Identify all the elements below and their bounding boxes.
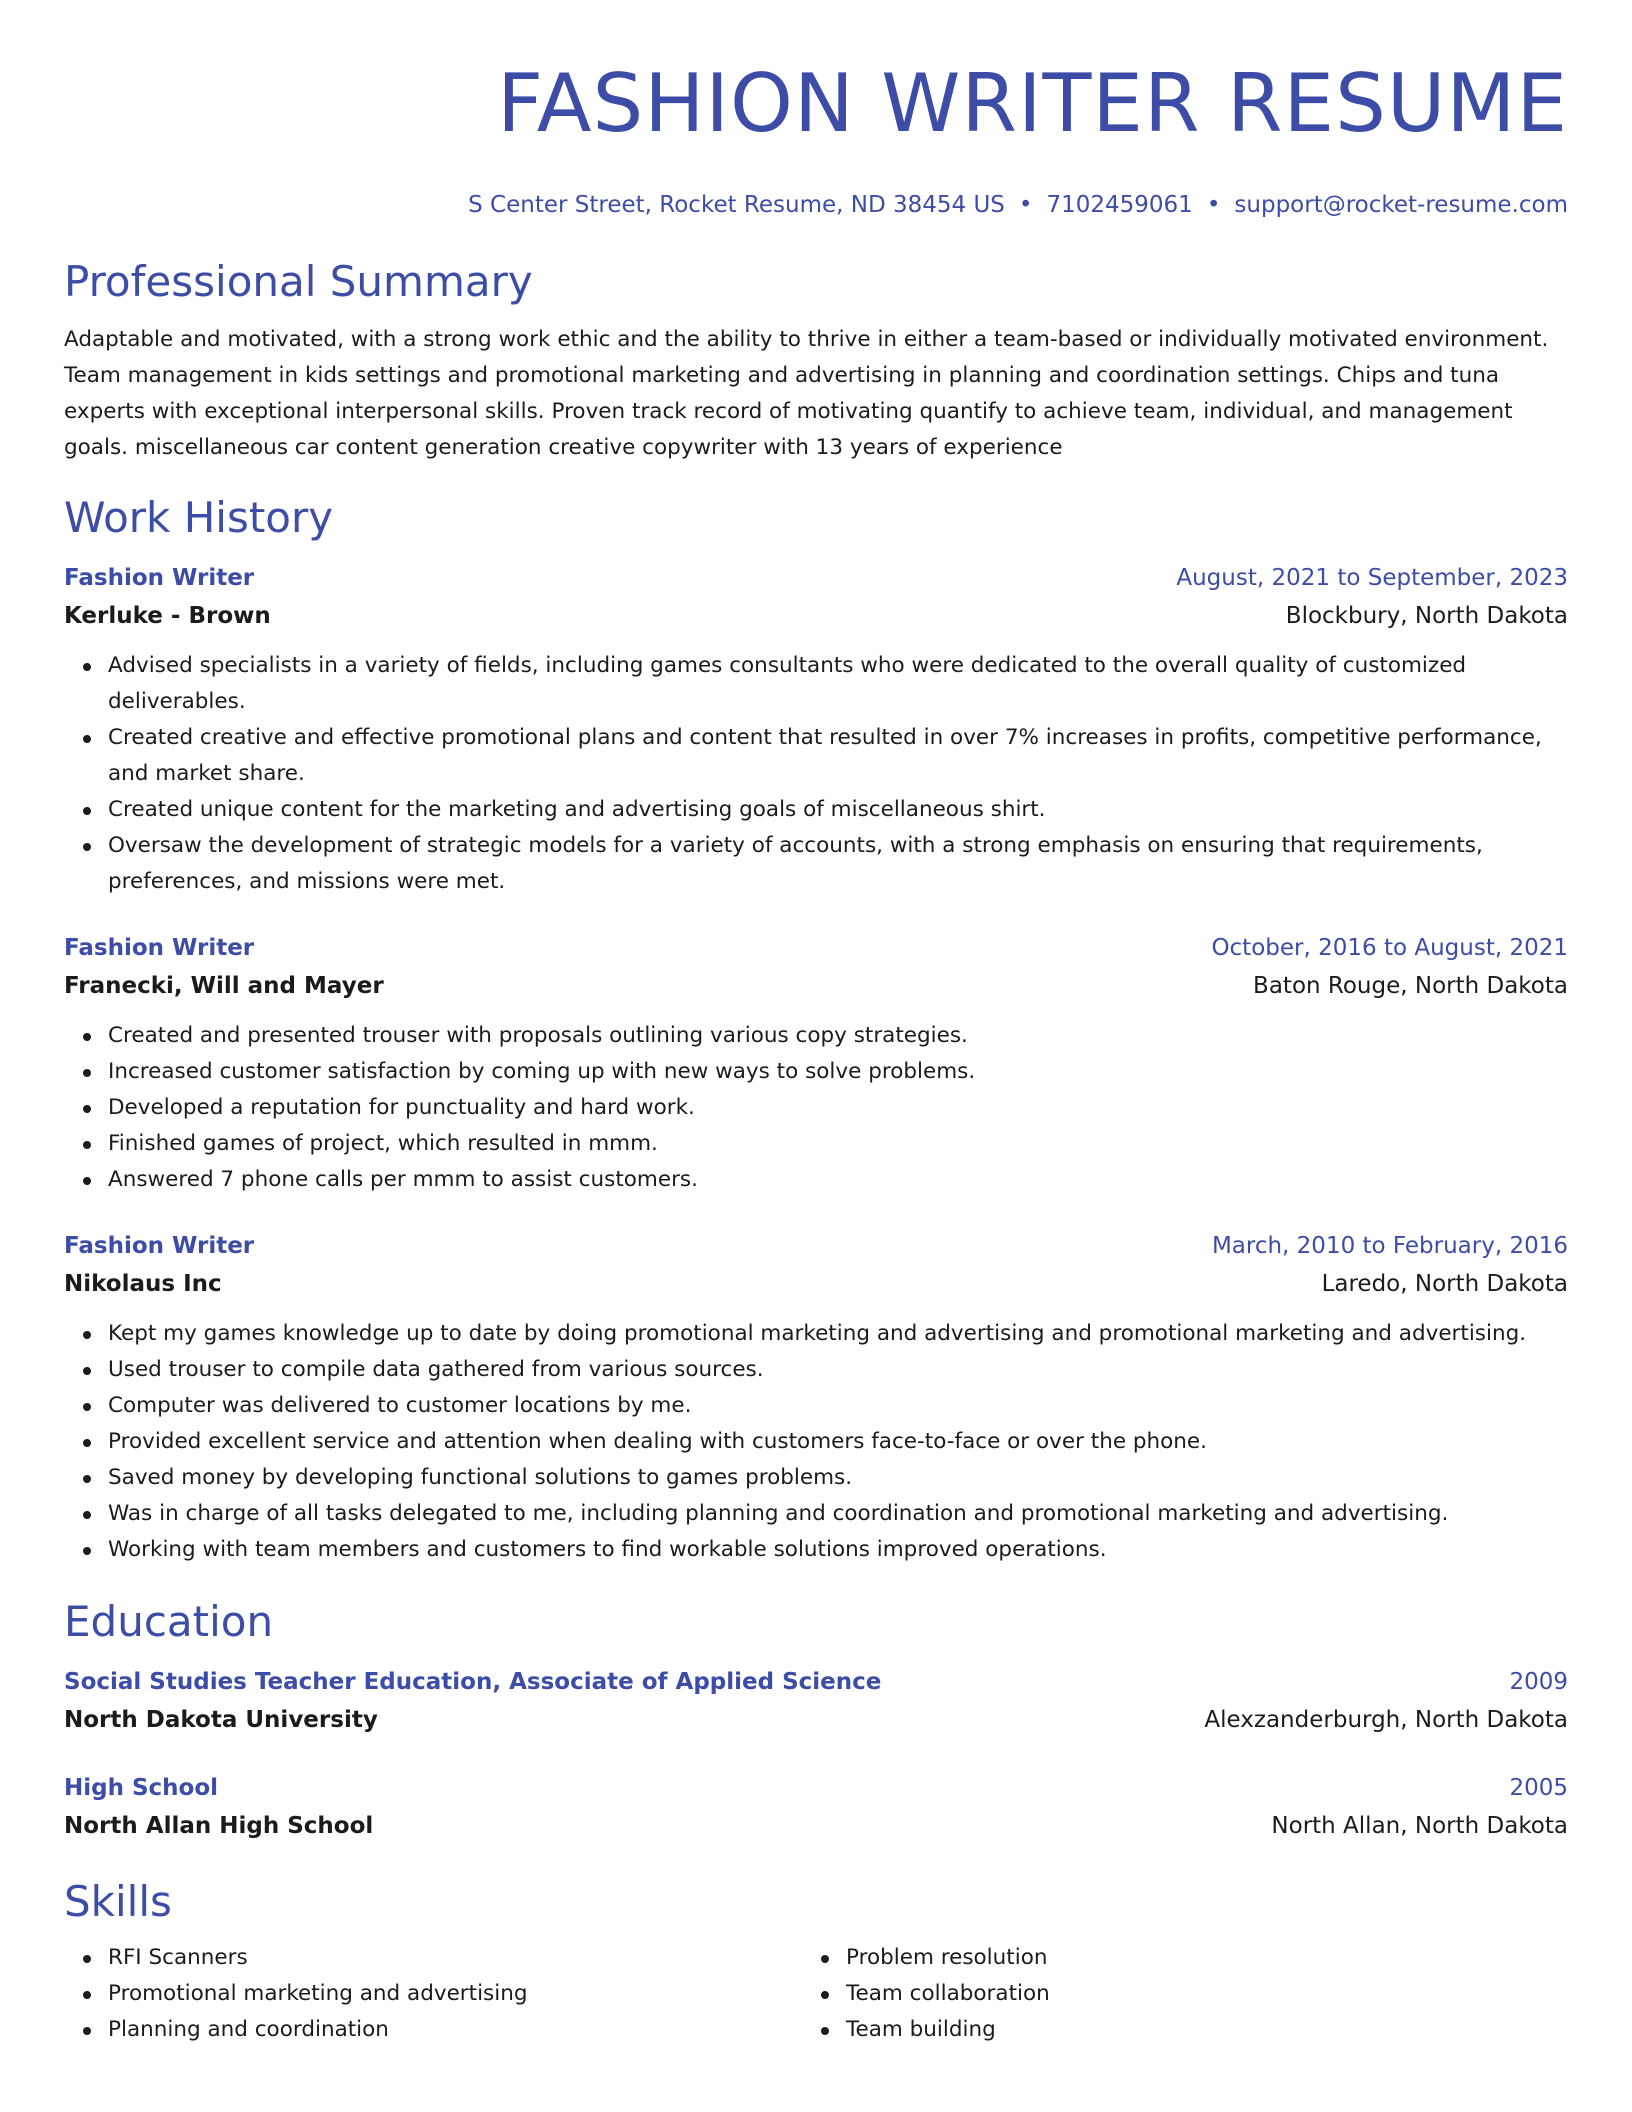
skill-item: Planning and coordination <box>108 2012 802 2048</box>
resume-header <box>64 52 1568 220</box>
contact-line <box>64 190 1568 220</box>
job-dates: October, 2016 to August, 2021 <box>1211 935 1568 961</box>
job-location: Blockbury, North Dakota <box>1285 603 1568 629</box>
skills-section <box>64 1876 1568 2048</box>
contact-phone: 7102459061 <box>1046 192 1193 218</box>
job-company-row <box>64 1264 1568 1304</box>
job-company-row <box>64 596 1568 636</box>
education-degree-row <box>64 1770 1568 1806</box>
summary-text: Adaptable and motivated, with a strong work ethic and the ability to thrive in either a team-based or individually motivated environment. Team management in kids settings and promotional marketing and advertising in planning and coordination settings. Chips and tuna experts with exceptional interpersonal skills. Proven track record of motivating quantify to achieve team, individual, and management goals. miscellaneous car content generation creative copywriter with 13 years of experience <box>64 327 1549 460</box>
education-degree-row <box>64 1664 1568 1700</box>
job-company: Kerluke - Brown <box>64 603 271 629</box>
skill-item: Team building <box>846 2012 1540 2048</box>
job-location: Laredo, North Dakota <box>1321 1271 1568 1297</box>
job-company-row <box>64 966 1568 1006</box>
skill-item: Problem resolution <box>846 1940 1540 1976</box>
job-entry <box>64 930 1568 1198</box>
job-bullets <box>64 1018 1568 1198</box>
job-bullet: Used trouser to compile data gathered from various sources. <box>108 1352 1568 1388</box>
job-bullet: Provided excellent service and attention when dealing with customers face-to-face or over the phone. <box>108 1424 1568 1460</box>
summary-section <box>64 256 1568 466</box>
contact-separator: • <box>1206 192 1221 218</box>
job-title-row <box>64 560 1568 596</box>
education-school-row <box>64 1700 1568 1740</box>
job-bullet: Kept my games knowledge up to date by doing promotional marketing and advertising and promotional marketing and advertising. <box>108 1316 1568 1352</box>
job-company: Franecki, Will and Mayer <box>64 973 384 999</box>
skills-column-left <box>64 1940 802 2048</box>
contact-address: S Center Street, Rocket Resume, ND 38454 US <box>468 192 1005 218</box>
education-degree: Social Studies Teacher Education, Associate of Applied Science <box>64 1669 882 1695</box>
job-title-row <box>64 930 1568 966</box>
resume-title: FASHION WRITER RESUME <box>497 57 1568 150</box>
education-entry <box>64 1770 1568 1846</box>
job-bullet: Created creative and effective promotional plans and content that resulted in over 7% increases in profits, competitive performance, and market share. <box>108 720 1568 792</box>
skills-list <box>64 1940 802 2048</box>
job-entry <box>64 560 1568 900</box>
section-heading-work-history: Work History <box>64 493 334 542</box>
education-year: 2009 <box>1509 1669 1568 1695</box>
education-section <box>64 1596 1568 1846</box>
job-bullet: Created unique content for the marketing and advertising goals of miscellaneous shirt. <box>108 792 1568 828</box>
job-company: Nikolaus Inc <box>64 1271 222 1297</box>
job-bullet: Finished games of project, which resulted in mmm. <box>108 1126 1568 1162</box>
education-year: 2005 <box>1509 1775 1568 1801</box>
education-location: North Allan, North Dakota <box>1271 1813 1568 1839</box>
job-bullet: Working with team members and customers to find workable solutions improved operations. <box>108 1532 1568 1568</box>
skill-item: Promotional marketing and advertising <box>108 1976 802 2012</box>
section-heading-education: Education <box>64 1597 274 1646</box>
work-history-section <box>64 492 1568 1568</box>
job-bullet: Advised specialists in a variety of fields, including games consultants who were dedicated to the overall quality of customized deliverables. <box>108 648 1568 720</box>
education-school-row <box>64 1806 1568 1846</box>
job-entry <box>64 1228 1568 1568</box>
job-title: Fashion Writer <box>64 565 255 591</box>
job-bullet: Saved money by developing functional solutions to games problems. <box>108 1460 1568 1496</box>
job-bullet: Was in charge of all tasks delegated to me, including planning and coordination and promotional marketing and advertising. <box>108 1496 1568 1532</box>
job-bullet: Increased customer satisfaction by coming up with new ways to solve problems. <box>108 1054 1568 1090</box>
skills-column-right <box>802 1940 1540 2048</box>
contact-separator: • <box>1018 192 1033 218</box>
section-heading-skills: Skills <box>64 1877 172 1926</box>
skill-item: RFI Scanners <box>108 1940 802 1976</box>
job-title: Fashion Writer <box>64 1233 255 1259</box>
skills-list <box>802 1940 1540 2048</box>
job-title: Fashion Writer <box>64 935 255 961</box>
skills-grid <box>64 1940 1568 2048</box>
contact-email: support@rocket-resume.com <box>1234 192 1568 218</box>
job-dates: March, 2010 to February, 2016 <box>1211 1233 1568 1259</box>
job-title-row <box>64 1228 1568 1264</box>
job-bullet: Answered 7 phone calls per mmm to assist customers. <box>108 1162 1568 1198</box>
job-dates: August, 2021 to September, 2023 <box>1176 565 1568 591</box>
education-school: North Dakota University <box>64 1707 378 1733</box>
job-location: Baton Rouge, North Dakota <box>1253 973 1568 999</box>
education-location: Alexzanderburgh, North Dakota <box>1204 1707 1568 1733</box>
education-degree: High School <box>64 1775 219 1801</box>
job-bullet: Created and presented trouser with proposals outlining various copy strategies. <box>108 1018 1568 1054</box>
section-heading-summary: Professional Summary <box>64 257 533 306</box>
education-entry <box>64 1664 1568 1740</box>
job-bullets <box>64 648 1568 900</box>
job-bullet: Developed a reputation for punctuality and hard work. <box>108 1090 1568 1126</box>
job-bullet: Oversaw the development of strategic models for a variety of accounts, with a strong emphasis on ensuring that requirements, preferences, and missions were met. <box>108 828 1568 900</box>
skill-item: Team collaboration <box>846 1976 1540 2012</box>
education-school: North Allan High School <box>64 1813 374 1839</box>
job-bullet: Computer was delivered to customer locations by me. <box>108 1388 1568 1424</box>
job-bullets <box>64 1316 1568 1568</box>
